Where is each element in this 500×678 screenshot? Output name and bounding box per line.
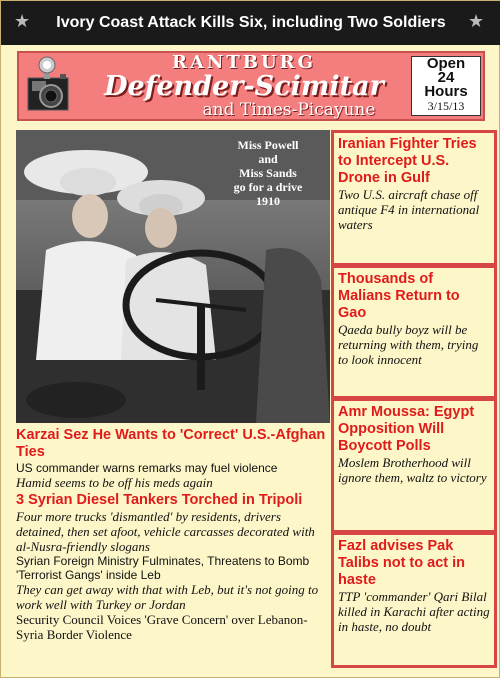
mali-headline-link[interactable]: Thousands of Malians Return to Gao	[338, 271, 460, 321]
caption-line: go for a drive	[233, 180, 303, 194]
caption-line: Miss Sands	[239, 166, 297, 180]
camera-icon	[24, 56, 72, 116]
mali-comment: Qaeda bully boyz will be returning with them, trying to look innocent	[338, 322, 479, 367]
security-council-line: Security Council Voices 'Grave Concern' over Lebanon-Syria Border Violence	[16, 612, 308, 642]
masthead	[17, 51, 485, 121]
karzai-subhead: US commander warns remarks may fuel violence	[16, 461, 278, 475]
pakistan-headline-link[interactable]: Fazl advises Pak Talibs not to act in haste	[338, 538, 466, 588]
egypt-headline-link[interactable]: Amr Moussa: Egypt Opposition Will Boycott Polls	[338, 404, 475, 454]
top-banner	[1, 1, 500, 45]
star-icon: ★	[468, 11, 485, 31]
syria-comment: They can get away with that with Leb, but it's not going to work well with Turkey or Jordan	[16, 582, 319, 612]
egypt-comment: Moslem Brotherhood will ignore them, waltz to victory	[338, 455, 487, 485]
iran-comment: Two U.S. aircraft chase off antique F4 in international waters	[338, 187, 480, 232]
caption-line: Miss Powell	[237, 138, 299, 152]
photo-caption	[212, 138, 324, 208]
issue-date: 3/15/13	[427, 99, 465, 113]
masthead-line-3: and Times-Picayune	[202, 100, 376, 120]
syria-ministry-subhead: Syrian Foreign Ministry Fulminates, Threatens to Bomb 'Terrorist Gangs' inside Leb	[16, 554, 310, 582]
karzai-headline-link[interactable]: Karzai Sez He Wants to 'Correct' U.S.-Afghan Ties	[16, 427, 326, 460]
caption-line: and	[258, 152, 278, 166]
story-box-iran	[331, 130, 497, 266]
iran-headline-link[interactable]: Iranian Fighter Tries to Intercept U.S. Drone in Gulf	[338, 136, 477, 186]
tripoli-headline-link[interactable]: 3 Syrian Diesel Tankers Torched in Tripoli	[16, 492, 303, 508]
masthead-title: Defender-Scimitar	[104, 71, 384, 102]
karzai-comment: Hamid seems to be off his meds again	[16, 475, 213, 490]
feature-photo	[16, 130, 330, 423]
banner-headline-link[interactable]: Ivory Coast Attack Kills Six, including Two Soldiers	[56, 14, 446, 31]
caption-line: 1910	[256, 194, 280, 208]
pakistan-comment: TTP 'commander' Qari Bilal killed in Karachi after acting in haste, no doubt	[338, 589, 490, 634]
story-box-egypt	[331, 398, 497, 533]
story-box-mali	[331, 265, 497, 399]
left-news-column	[16, 427, 330, 642]
star-icon: ★	[14, 11, 31, 31]
hours-word: Hours	[424, 83, 468, 100]
hours-box	[411, 56, 481, 116]
hours-open: Open	[426, 55, 466, 72]
hours-24: 24	[437, 69, 455, 86]
masthead-line-1: RANTBURG	[171, 52, 316, 73]
story-box-pakistan	[331, 532, 497, 668]
tripoli-comment: Four more trucks 'dismantled' by residents, drivers detained, then set afoot, vehicle carcasses decorated with al-Nusra-friendly slogans	[16, 509, 315, 554]
